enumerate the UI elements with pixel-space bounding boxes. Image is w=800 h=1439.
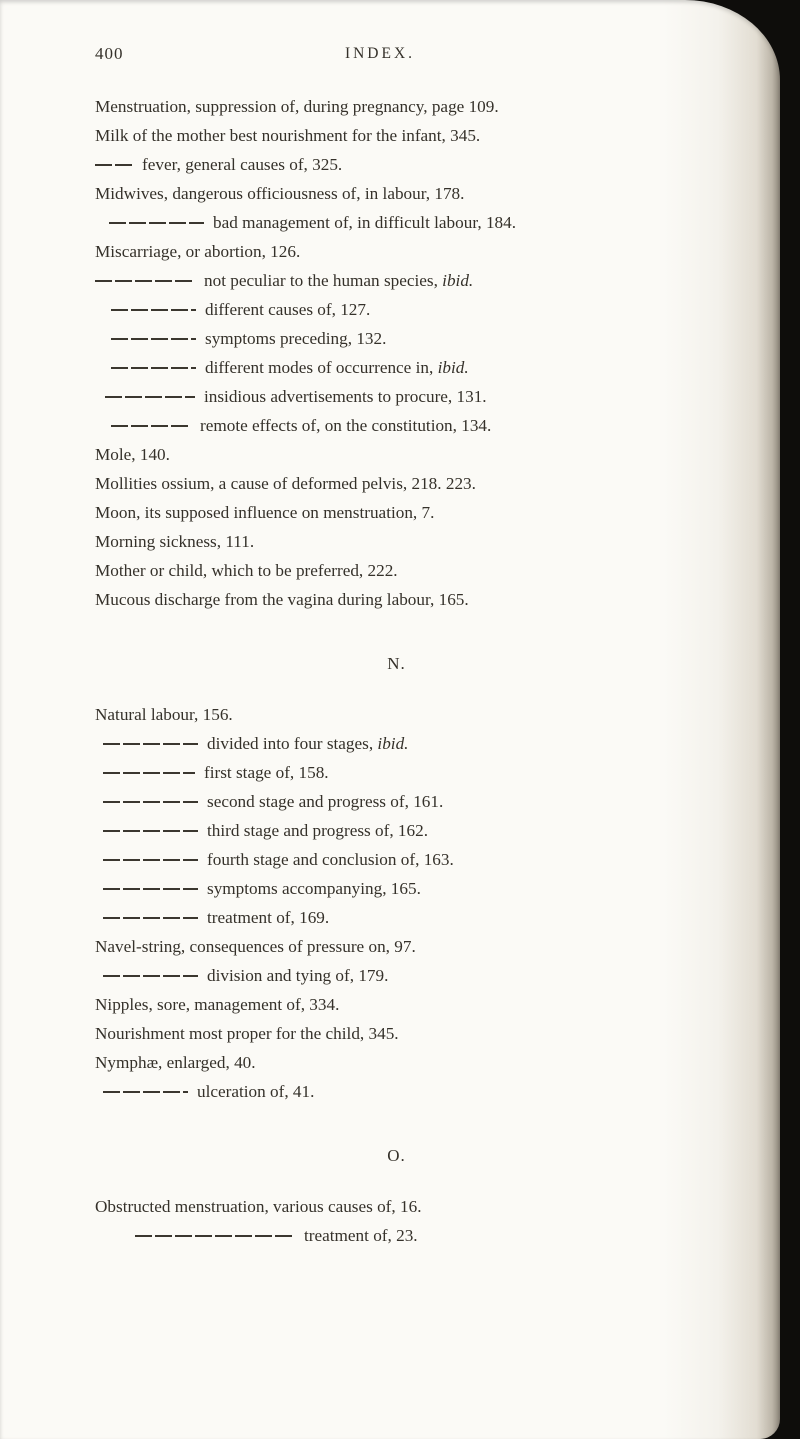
index-entry — [95, 816, 698, 845]
index-entry — [95, 700, 698, 729]
entry-text: symptoms preceding, 132. — [205, 329, 387, 348]
entry-text: Obstructed menstruation, various causes of, 16. — [95, 1197, 422, 1216]
entry-text: Menstruation, suppression of, during pregnancy, page 109. — [95, 97, 499, 116]
entry-text: divided into four stages, — [207, 734, 378, 753]
index-entry — [95, 150, 698, 179]
entry-text: Miscarriage, or abortion, 126. — [95, 242, 301, 261]
index-entry — [95, 1192, 698, 1221]
index-entry — [95, 903, 698, 932]
dash-rule — [135, 1235, 295, 1237]
index-entry — [95, 440, 698, 469]
entry-text: second stage and progress of, 161. — [207, 792, 444, 811]
index-entry — [95, 237, 698, 266]
dash-rule — [103, 772, 195, 774]
index-entry — [95, 961, 698, 990]
entry-text: different causes of, 127. — [205, 300, 371, 319]
index-entry — [95, 353, 698, 382]
entry-text: third stage and progress of, 162. — [207, 821, 429, 840]
section-heading: O. — [387, 1146, 406, 1165]
index-entry — [95, 121, 698, 150]
index-entry — [95, 1077, 698, 1106]
entry-ibid: ibid. — [377, 734, 409, 753]
dash-rule — [105, 396, 195, 398]
index-entry — [95, 845, 698, 874]
index-entry — [95, 92, 698, 121]
entry-text: Nipples, sore, management of, 334. — [95, 995, 340, 1014]
entry-text: bad management of, in difficult labour, 184. — [213, 213, 517, 232]
index-entry — [95, 295, 698, 324]
entry-text: Moon, its supposed influence on menstruation, 7. — [95, 503, 435, 522]
dash-rule — [111, 367, 196, 369]
page-number: 400 — [95, 44, 124, 63]
index-entry — [95, 874, 698, 903]
entry-ibid: ibid. — [437, 358, 469, 377]
index-entry — [95, 382, 698, 411]
index-entry — [95, 729, 698, 758]
entry-text: Natural labour, 156. — [95, 705, 233, 724]
index-entry — [95, 932, 698, 961]
dash-rule — [103, 801, 198, 803]
dash-rule — [95, 280, 195, 282]
index-entry — [95, 787, 698, 816]
dash-rule — [103, 888, 198, 890]
index-entry — [95, 1019, 698, 1048]
entry-text: symptoms accompanying, 165. — [207, 879, 421, 898]
entry-text: division and tying of, 179. — [207, 966, 389, 985]
dash-rule — [103, 975, 198, 977]
index-entry — [95, 179, 698, 208]
dash-rule — [103, 1091, 188, 1093]
dash-rule — [103, 743, 198, 745]
section-heading: N. — [387, 654, 406, 673]
dash-rule — [109, 222, 204, 224]
entry-text: first stage of, 158. — [204, 763, 329, 782]
entry-text: treatment of, 23. — [304, 1226, 418, 1245]
entry-text: Mollities ossium, a cause of deformed pelvis, 218. 223. — [95, 474, 476, 493]
index-entry — [95, 411, 698, 440]
page-header: INDEX. — [344, 45, 416, 62]
index-entry — [95, 208, 698, 237]
index-entry — [95, 266, 698, 295]
index-entry — [95, 1048, 698, 1077]
index-entry — [95, 758, 698, 787]
index-entry — [95, 585, 698, 614]
index-entry — [95, 498, 698, 527]
entry-text: different modes of occurrence in, — [205, 358, 438, 377]
entry-text: Mucous discharge from the vagina during labour, 165. — [95, 590, 469, 609]
index-entry — [95, 527, 698, 556]
index-entry — [95, 990, 698, 1019]
entry-text: treatment of, 169. — [207, 908, 330, 927]
entry-ibid: ibid. — [442, 271, 474, 290]
entry-text: not peculiar to the human species, — [204, 271, 443, 290]
entry-text: Mother or child, which to be preferred, 222. — [95, 561, 398, 580]
index-entry — [95, 324, 698, 353]
index-entry — [95, 469, 698, 498]
entry-text: Navel-string, consequences of pressure on, 97. — [95, 937, 416, 956]
entry-text: fourth stage and conclusion of, 163. — [207, 850, 454, 869]
entry-text: ulceration of, 41. — [197, 1082, 315, 1101]
dash-rule — [95, 164, 133, 166]
entry-text: Milk of the mother best nourishment for the infant, 345. — [95, 126, 481, 145]
dash-rule — [103, 917, 198, 919]
entry-text: remote effects of, on the constitution, 134. — [200, 416, 492, 435]
dash-rule — [111, 338, 196, 340]
entry-text: fever, general causes of, 325. — [142, 155, 343, 174]
index-entry — [95, 556, 698, 585]
dash-rule — [111, 425, 191, 427]
entry-text: Mole, 140. — [95, 445, 170, 464]
dash-rule — [103, 830, 198, 832]
entry-text: Nymphæ, enlarged, 40. — [95, 1053, 256, 1072]
index-entry — [95, 1221, 698, 1250]
index-body — [95, 92, 698, 1250]
entry-text: insidious advertisements to procure, 131. — [204, 387, 487, 406]
dash-rule — [111, 309, 196, 311]
entry-text: Nourishment most proper for the child, 345. — [95, 1024, 399, 1043]
entry-text: Midwives, dangerous officiousness of, in labour, 178. — [95, 184, 465, 203]
entry-text: Morning sickness, 111. — [95, 532, 255, 551]
dash-rule — [103, 859, 198, 861]
